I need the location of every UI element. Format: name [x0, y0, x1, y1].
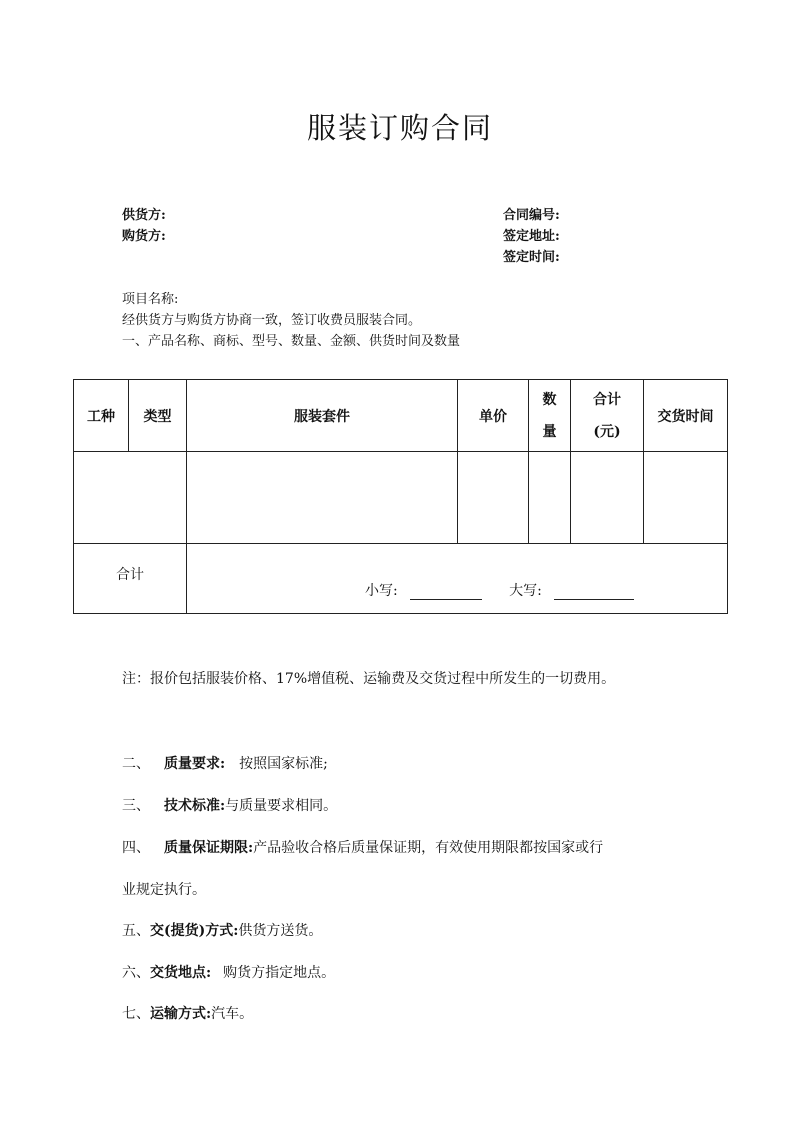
- header-total-bottom: (元): [593, 423, 621, 440]
- section-text: 业规定执行。: [122, 882, 206, 898]
- section-text: 汽车。: [211, 1006, 254, 1022]
- section-warranty-continued: [122, 879, 206, 899]
- table-cell-delivery-time[interactable]: [644, 452, 728, 544]
- contract-number-label: 合同编号:: [503, 208, 560, 223]
- table-cell-garment[interactable]: [187, 452, 458, 544]
- price-note: 注：报价包括服装价格、17%增值税、运输费及交货过程中所发生的一切费用。: [122, 671, 616, 687]
- section-text: 按照国家标准;: [239, 756, 328, 772]
- section-title: 交货地点: [150, 965, 206, 981]
- section-number: 六、: [122, 965, 150, 981]
- section-number: 五、: [122, 923, 150, 939]
- total-amount-cell: [187, 544, 728, 614]
- sign-time-label: 签定时间:: [503, 250, 560, 265]
- sign-place-label: 签定地址:: [503, 229, 560, 244]
- section-number: 七、: [122, 1006, 150, 1022]
- buyer-label: 购货方:: [122, 229, 166, 244]
- section-title: 交(提货)方式: [150, 923, 234, 939]
- section-number: 二、: [122, 756, 150, 772]
- page-title: 服装订购合同: [306, 111, 493, 145]
- section-text: 供货方送货。: [238, 923, 323, 939]
- header-garment: 服装套件: [187, 380, 458, 452]
- total-label: 合计: [74, 544, 187, 614]
- section-delivery-place: [122, 962, 335, 982]
- section-transport: [122, 1003, 253, 1023]
- table-cell-total[interactable]: [571, 452, 644, 544]
- header-total: [571, 380, 644, 452]
- table-row: [74, 452, 728, 544]
- table-cell-unit-price[interactable]: [458, 452, 529, 544]
- section-text: 产品验收合格后质量保证期，有效使用期限都按国家或行: [253, 840, 604, 856]
- header-quantity-bottom: 量: [542, 423, 557, 440]
- table-cell-work-type[interactable]: [74, 452, 187, 544]
- section-quality: [122, 753, 328, 773]
- header-type: 类型: [129, 380, 187, 452]
- section-title: 质量要求: [164, 756, 220, 772]
- project-name-label: 项目名称:: [122, 292, 179, 307]
- section-title: 运输方式: [150, 1006, 206, 1022]
- section-delivery-method: [122, 920, 322, 940]
- table-total-row: [74, 544, 728, 614]
- section-title: 技术标准: [164, 798, 220, 814]
- amount-row: [365, 580, 634, 600]
- upper-amount-label: 大写:: [509, 583, 542, 599]
- header-quantity: [529, 380, 571, 452]
- section-title: 质量保证期限: [164, 840, 248, 856]
- section-number: 四、: [122, 840, 150, 856]
- supplier-label: 供货方:: [122, 208, 166, 223]
- intro-line: 经供货方与购货方协商一致，签订收费员服装合同。: [122, 313, 422, 328]
- lower-amount-blank[interactable]: [410, 585, 482, 600]
- section-separator: :: [248, 840, 254, 856]
- section-one-heading: 一、产品名称、商标、型号、数量、金额、供货时间及数量: [122, 334, 461, 349]
- table-cell-quantity[interactable]: [529, 452, 571, 544]
- section-separator: :: [220, 798, 226, 814]
- section-text: 购货方指定地点。: [223, 965, 336, 981]
- header-work-type: 工种: [74, 380, 129, 452]
- header-quantity-top: 数: [542, 391, 557, 408]
- section-number: 三、: [122, 798, 150, 814]
- section-text: 与质量要求相同。: [225, 798, 338, 814]
- table-header-row: [74, 380, 728, 452]
- header-total-top: 合计: [593, 391, 621, 408]
- section-separator: :: [220, 756, 226, 772]
- section-separator: :: [206, 1006, 212, 1022]
- upper-amount-blank[interactable]: [554, 585, 634, 600]
- lower-amount-label: 小写:: [365, 583, 398, 599]
- header-unit-price: 单价: [458, 380, 529, 452]
- order-table: [73, 379, 728, 614]
- section-separator: :: [206, 965, 212, 981]
- section-separator: :: [233, 923, 239, 939]
- header-delivery-time: 交货时间: [644, 380, 728, 452]
- section-tech-standard: [122, 795, 337, 815]
- section-warranty: [122, 837, 603, 857]
